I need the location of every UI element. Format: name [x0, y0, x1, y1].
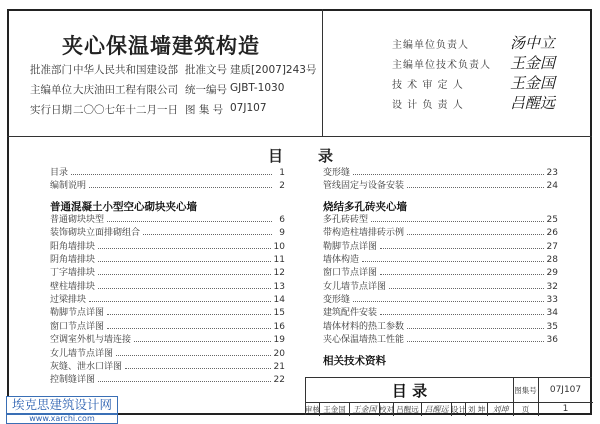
signature: 汤中立 [510, 34, 556, 52]
toc-entry-page: 35 [546, 321, 558, 332]
toc-entry-label: 控制缝详图 [50, 375, 96, 386]
signatory-role: 主编单位技术负责人 [392, 60, 491, 71]
meta-label2: 批准文号 [185, 64, 227, 76]
meta-value: 中华人民共和国建设部 [73, 64, 178, 76]
toc-entry [323, 179, 558, 191]
toc-entry [323, 166, 558, 178]
toc-entry-page: 27 [546, 241, 558, 252]
toc-entry-label: 装饰砌块立面排砌组合 [50, 228, 141, 239]
toc-entry [50, 320, 285, 332]
toc-entry-page: 24 [546, 181, 558, 192]
toc-entry [50, 166, 285, 178]
toc-leader-dots [98, 248, 271, 249]
toc-heading-left: 目 [268, 147, 284, 165]
page-number: 1 [562, 404, 569, 414]
toc-leader-dots [407, 187, 544, 188]
toc-entry-label: 夹心保温墙热工性能 [323, 335, 405, 346]
watermark-name: 埃克思建筑设计网 [6, 396, 118, 414]
signature: 王金国 [510, 74, 556, 92]
signatory-role: 设 计 负 责 人 [392, 100, 464, 111]
toc-entry-page: 23 [546, 168, 558, 178]
toc-entry [323, 213, 558, 225]
toc-leader-dots [98, 381, 271, 382]
toc-leader-dots [143, 234, 272, 235]
toc-entry-page: 13 [273, 281, 285, 292]
meta-value: 二〇〇七年十二月一日 [73, 104, 178, 116]
toc-entry-label: 管线固定与设备安装 [323, 181, 405, 192]
toc-entry-label: 女儿墙节点详图 [50, 348, 114, 359]
toc-entry-page: 2 [279, 181, 285, 192]
meta-value2: 建质[2007]243号 [230, 64, 317, 76]
toc-entry-page: 16 [273, 321, 285, 332]
toc-entry-label: 变形缝 [323, 295, 351, 306]
toc-leader-dots [107, 314, 271, 315]
toc-entry-label: 阴角墙排块 [50, 255, 96, 266]
atlas-label: 图集号 [514, 385, 537, 395]
toc-leader-dots [380, 274, 544, 275]
toc-leader-dots [380, 248, 544, 249]
toc-entry-page: 11 [273, 255, 285, 266]
header-vertical-divider [322, 9, 323, 136]
toc-entry [50, 306, 285, 318]
toc-entry-label: 编制说明 [50, 181, 87, 192]
toc-leader-dots [89, 301, 271, 302]
toc-entry-label: 墙体构造 [323, 255, 360, 266]
toc-entry [50, 373, 285, 385]
toc-entry-page: 10 [273, 241, 285, 252]
toc-leader-dots [407, 341, 544, 342]
toc-entry-page: 25 [546, 215, 558, 225]
toc-entry-page: 1 [279, 168, 285, 178]
meta-label2: 统一编号 [185, 84, 227, 96]
toc-entry [323, 293, 558, 305]
toc-entry-label: 带构造柱墙排砖示例 [323, 228, 405, 239]
toc-entry [323, 306, 558, 318]
review-label: 审核 [306, 402, 320, 416]
toc-leader-dots [407, 328, 544, 329]
toc-leader-dots [89, 187, 272, 188]
toc-entry [50, 347, 285, 359]
toc-entry-label: 窗口节点详图 [323, 268, 378, 279]
toc-leader-dots [116, 355, 271, 356]
title-block [305, 377, 592, 415]
toc-entry [50, 253, 285, 265]
toc-entry-label: 壁柱墙排块 [50, 281, 96, 292]
toc-leader-dots [125, 368, 271, 369]
toc-leader-dots [98, 261, 271, 262]
toc-leader-dots [371, 221, 544, 222]
meta-label: 主编单位 [30, 84, 72, 96]
toc-entry-page: 14 [273, 295, 285, 306]
signatory-role: 技 术 审 定 人 [392, 80, 464, 91]
toc-entry [50, 179, 285, 191]
toc-entry-page: 29 [546, 268, 558, 279]
checker-signature: 吕醒远 [422, 402, 452, 416]
meta-value: 大庆油田工程有限公司 [73, 84, 178, 96]
toc-entry [50, 240, 285, 252]
toc-leader-dots [71, 174, 272, 175]
header-divider [7, 136, 592, 137]
toc-entry-page: 26 [546, 228, 558, 239]
meta-label: 实行日期 [30, 104, 72, 116]
toc-entry [50, 360, 285, 372]
toc-entry [50, 266, 285, 278]
toc-entry-label: 窗口节点详图 [50, 321, 105, 332]
toc-entry-page: 22 [273, 375, 285, 386]
toc-leader-dots [353, 301, 544, 302]
page-label: 页 [521, 404, 530, 414]
toc-leader-dots [362, 261, 544, 262]
toc-entry [50, 213, 285, 225]
toc-leader-dots [353, 174, 544, 175]
toc-leader-dots [98, 288, 271, 289]
toc-entry-label: 目录 [50, 168, 69, 178]
toc-entry-page: 20 [273, 348, 285, 359]
toc-entry-page: 12 [273, 268, 285, 279]
toc-entry-label: 过梁排块 [50, 295, 87, 306]
toc-entry [323, 253, 558, 265]
toc-entry-label: 丁字墙排块 [50, 268, 96, 279]
toc-entry [323, 240, 558, 252]
toc-entry [50, 333, 285, 345]
toc-entry-page: 36 [546, 335, 558, 346]
toc-entry [323, 333, 558, 345]
toc-leader-dots [107, 221, 272, 222]
toc-leader-dots [107, 328, 271, 329]
toc-entry-page: 32 [546, 281, 558, 292]
toc-leader-dots [380, 314, 544, 315]
meta-label2: 图 集 号 [185, 104, 224, 116]
atlas-number: 07J107 [549, 385, 582, 395]
toc-entry [323, 226, 558, 238]
toc-entry-page: 21 [273, 361, 285, 372]
watermark-url: www.xarchi.com [6, 414, 118, 424]
toc-entry-page: 28 [546, 255, 558, 266]
check-label: 校对 [380, 402, 394, 416]
toc-entry-label: 变形缝 [323, 168, 351, 178]
toc-leader-dots [134, 341, 271, 342]
meta-label: 批准部门 [30, 64, 72, 76]
toc-entry-label: 墙体材料的热工参数 [323, 321, 405, 332]
title-block-title: 目 录 [391, 381, 428, 400]
toc-entry [323, 320, 558, 332]
signature: 王金国 [510, 54, 556, 72]
toc-heading-right: 录 [318, 147, 334, 165]
signature: 吕醒远 [510, 94, 556, 112]
document-title: 夹心保温墙建筑构造 [62, 34, 260, 58]
toc-entry-label: 建筑配件安装 [323, 308, 378, 319]
toc-leader-dots [389, 288, 544, 289]
toc-entry-page: 33 [546, 295, 558, 306]
toc-entry [50, 280, 285, 292]
toc-entry [323, 280, 558, 292]
meta-value2: GJBT-1030 [230, 82, 285, 94]
toc-entry-page: 6 [279, 215, 285, 225]
toc-section-heading: 普通混凝土小型空心砌块夹心墙 [50, 201, 197, 213]
toc-section-heading: 相关技术资料 [323, 355, 386, 367]
checker-name: 吕醒远 [394, 402, 422, 416]
meta-value2: 07J107 [230, 102, 267, 114]
toc-leader-dots [407, 234, 544, 235]
toc-entry-page: 15 [273, 308, 285, 319]
toc-entry [323, 266, 558, 278]
toc-entry-page: 34 [546, 308, 558, 319]
toc-entry [50, 293, 285, 305]
toc-entry-label: 灰缝、泄水口详图 [50, 361, 123, 372]
toc-entry-page: 19 [273, 335, 285, 346]
reviewer-signature: 王金国 [350, 402, 380, 416]
toc-entry [50, 226, 285, 238]
toc-entry-label: 多孔砖砖型 [323, 215, 369, 225]
toc-entry-label: 勒脚节点详图 [50, 308, 105, 319]
toc-section-heading: 烧结多孔砖夹心墙 [323, 201, 407, 213]
toc-leader-dots [98, 274, 271, 275]
signatory-role: 主编单位负责人 [392, 40, 469, 51]
designer-name: 刘 坤 [466, 402, 488, 416]
toc-entry-label: 勒脚节点详图 [323, 241, 378, 252]
designer-signature: 刘坤 [492, 404, 509, 414]
toc-entry-label: 阳角墙排块 [50, 241, 96, 252]
design-label: 设计 [452, 402, 466, 416]
toc-entry-page: 9 [279, 228, 285, 239]
toc-entry-label: 普通砌块块型 [50, 215, 105, 225]
toc-entry-label: 女儿墙节点详图 [323, 281, 387, 292]
toc-entry-label: 空调室外机与墙连接 [50, 335, 132, 346]
reviewer-name: 王金国 [320, 402, 350, 416]
